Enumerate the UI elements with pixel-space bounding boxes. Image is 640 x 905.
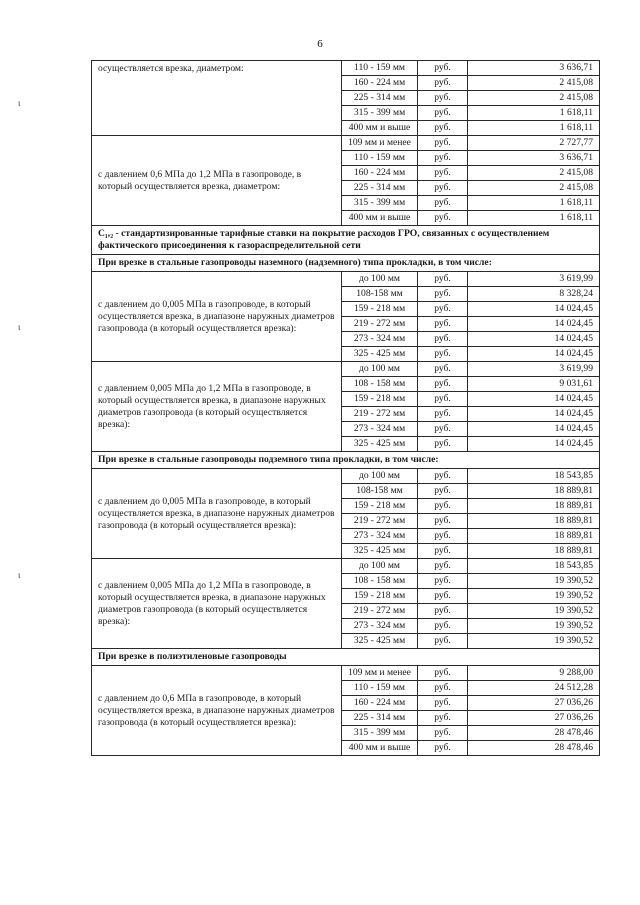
unit-cell: руб. <box>418 604 468 619</box>
table-row <box>92 61 600 76</box>
unit-cell: руб. <box>418 499 468 514</box>
diameter-cell: 325 - 425 мм <box>342 347 418 362</box>
rate-value-cell: 1 618,11 <box>468 196 600 211</box>
rate-value-cell: 14 024,45 <box>468 437 600 452</box>
diameter-cell: 219 - 272 мм <box>342 317 418 332</box>
pressure-description: с давлением 0,6 МПа до 1,2 МПа в газопроводе, в который осуществляется врезка, диаметром: <box>92 136 342 226</box>
rate-value-cell: 19 390,52 <box>468 574 600 589</box>
rate-value-cell: 19 390,52 <box>468 619 600 634</box>
diameter-cell: 225 - 314 мм <box>342 91 418 106</box>
unit-cell: руб. <box>418 529 468 544</box>
diameter-cell: 110 - 159 мм <box>342 151 418 166</box>
rate-value-cell: 18 889,81 <box>468 529 600 544</box>
unit-cell: руб. <box>418 121 468 136</box>
rate-value-cell: 3 619,99 <box>468 362 600 377</box>
unit-cell: руб. <box>418 76 468 91</box>
unit-cell: руб. <box>418 287 468 302</box>
unit-cell: руб. <box>418 666 468 681</box>
diameter-cell: 109 мм и менее <box>342 666 418 681</box>
pressure-description: с давлением до 0,6 МПа в газопроводе, в который осуществляется врезка, в диапазоне наружных диаметров газопровода (в который осуществляется врезка): <box>92 666 342 756</box>
unit-cell: руб. <box>418 362 468 377</box>
table-row <box>92 362 600 377</box>
diameter-cell: до 100 мм <box>342 362 418 377</box>
unit-cell: руб. <box>418 317 468 332</box>
unit-cell: руб. <box>418 469 468 484</box>
margin-mark: ɩ <box>18 570 21 580</box>
rate-value-cell: 18 543,85 <box>468 469 600 484</box>
rate-value-cell: 24 512,28 <box>468 681 600 696</box>
unit-cell: руб. <box>418 589 468 604</box>
rate-value-cell: 3 619,99 <box>468 272 600 287</box>
rate-value-cell: 9 031,61 <box>468 377 600 392</box>
pressure-description: осуществляется врезка, диаметром: <box>92 61 342 136</box>
rate-value-cell: 14 024,45 <box>468 407 600 422</box>
diameter-cell: 159 - 218 мм <box>342 499 418 514</box>
diameter-cell: 400 мм и выше <box>342 741 418 756</box>
unit-cell: руб. <box>418 61 468 76</box>
rate-value-cell: 14 024,45 <box>468 422 600 437</box>
diameter-cell: 109 мм и менее <box>342 136 418 151</box>
rate-value-cell: 14 024,45 <box>468 317 600 332</box>
rate-value-cell: 3 636,71 <box>468 151 600 166</box>
unit-cell: руб. <box>418 91 468 106</box>
unit-cell: руб. <box>418 106 468 121</box>
pressure-description: с давлением 0,005 МПа до 1,2 МПа в газопроводе, в который осуществляется врезка, в диапазоне наружных диаметров газопровода (в который осуществляется врезка): <box>92 362 342 452</box>
diameter-cell: 108-158 мм <box>342 287 418 302</box>
table-row <box>92 559 600 574</box>
unit-cell: руб. <box>418 634 468 649</box>
rate-value-cell: 2 415,08 <box>468 76 600 91</box>
diameter-cell: 325 - 425 мм <box>342 437 418 452</box>
margin-mark: ɩ <box>18 322 21 332</box>
rate-value-cell: 2 415,08 <box>468 181 600 196</box>
diameter-cell: 315 - 399 мм <box>342 726 418 741</box>
diameter-cell: 325 - 425 мм <box>342 544 418 559</box>
unit-cell: руб. <box>418 726 468 741</box>
diameter-cell: 108-158 мм <box>342 484 418 499</box>
diameter-cell: 110 - 159 мм <box>342 681 418 696</box>
diameter-cell: 108 - 158 мм <box>342 574 418 589</box>
rate-value-cell: 18 543,85 <box>468 559 600 574</box>
unit-cell: руб. <box>418 544 468 559</box>
diameter-cell: 400 мм и выше <box>342 211 418 226</box>
rate-value-cell: 28 478,46 <box>468 726 600 741</box>
subsection-heading: При врезке в полиэтиленовые газопроводы <box>92 649 600 666</box>
diameter-cell: до 100 мм <box>342 469 418 484</box>
rate-value-cell: 9 288,00 <box>468 666 600 681</box>
rate-value-cell: 14 024,45 <box>468 332 600 347</box>
diameter-cell: 273 - 324 мм <box>342 332 418 347</box>
table-row <box>92 136 600 151</box>
diameter-cell: 110 - 159 мм <box>342 61 418 76</box>
unit-cell: руб. <box>418 302 468 317</box>
unit-cell: руб. <box>418 347 468 362</box>
diameter-cell: 160 - 224 мм <box>342 166 418 181</box>
pressure-description: с давлением 0,005 МПа до 1,2 МПа в газопроводе, в который осуществляется врезка, в диапазоне наружных диаметров газопровода (в который осуществляется врезка): <box>92 559 342 649</box>
unit-cell: руб. <box>418 559 468 574</box>
diameter-cell: 219 - 272 мм <box>342 514 418 529</box>
unit-cell: руб. <box>418 196 468 211</box>
section-heading: С₁,₂ - стандартизированные тарифные ставки на покрытие расходов ГРО, связанных с осуществлением фактического присоединения к газораспределительной сети <box>92 226 600 255</box>
rate-value-cell: 14 024,45 <box>468 347 600 362</box>
unit-cell: руб. <box>418 151 468 166</box>
diameter-cell: 273 - 324 мм <box>342 529 418 544</box>
rate-value-cell: 19 390,52 <box>468 634 600 649</box>
diameter-cell: 159 - 218 мм <box>342 589 418 604</box>
unit-cell: руб. <box>418 211 468 226</box>
rate-value-cell: 2 415,08 <box>468 166 600 181</box>
diameter-cell: 160 - 224 мм <box>342 76 418 91</box>
rate-value-cell: 1 618,11 <box>468 121 600 136</box>
unit-cell: руб. <box>418 332 468 347</box>
rate-value-cell: 28 478,46 <box>468 741 600 756</box>
rate-value-cell: 14 024,45 <box>468 302 600 317</box>
rate-value-cell: 18 889,81 <box>468 484 600 499</box>
unit-cell: руб. <box>418 272 468 287</box>
rate-value-cell: 2 415,08 <box>468 91 600 106</box>
pressure-description: с давлением до 0,005 МПа в газопроводе, в который осуществляется врезка, в диапазоне наружных диаметров газопровода (в который осуществляется врезка): <box>92 272 342 362</box>
rate-value-cell: 18 889,81 <box>468 544 600 559</box>
unit-cell: руб. <box>418 741 468 756</box>
rate-value-cell: 27 036,26 <box>468 711 600 726</box>
unit-cell: руб. <box>418 181 468 196</box>
pressure-description: с давлением до 0,005 МПа в газопроводе, в который осуществляется врезка, в диапазоне наружных диаметров газопровода (в который осуществляется врезка): <box>92 469 342 559</box>
table-row <box>92 666 600 681</box>
page-number: 6 <box>317 38 323 50</box>
tariff-table <box>91 60 600 756</box>
rate-value-cell: 3 636,71 <box>468 61 600 76</box>
unit-cell: руб. <box>418 574 468 589</box>
diameter-cell: 273 - 324 мм <box>342 619 418 634</box>
table-row <box>92 272 600 287</box>
unit-cell: руб. <box>418 437 468 452</box>
unit-cell: руб. <box>418 619 468 634</box>
unit-cell: руб. <box>418 377 468 392</box>
table-row <box>92 469 600 484</box>
unit-cell: руб. <box>418 711 468 726</box>
unit-cell: руб. <box>418 166 468 181</box>
diameter-cell: 225 - 314 мм <box>342 181 418 196</box>
rate-value-cell: 18 889,81 <box>468 514 600 529</box>
diameter-cell: 159 - 218 мм <box>342 302 418 317</box>
diameter-cell: 160 - 224 мм <box>342 696 418 711</box>
diameter-cell: 273 - 324 мм <box>342 422 418 437</box>
unit-cell: руб. <box>418 696 468 711</box>
subsection-heading-row <box>92 649 600 666</box>
subsection-heading: При врезке в стальные газопроводы подземного типа прокладки, в том числе: <box>92 452 600 469</box>
unit-cell: руб. <box>418 681 468 696</box>
rate-value-cell: 18 889,81 <box>468 499 600 514</box>
subsection-heading-row <box>92 255 600 272</box>
rate-value-cell: 2 727,77 <box>468 136 600 151</box>
diameter-cell: 219 - 272 мм <box>342 604 418 619</box>
rate-value-cell: 19 390,52 <box>468 604 600 619</box>
unit-cell: руб. <box>418 392 468 407</box>
unit-cell: руб. <box>418 136 468 151</box>
rate-value-cell: 27 036,26 <box>468 696 600 711</box>
diameter-cell: до 100 мм <box>342 272 418 287</box>
diameter-cell: 315 - 399 мм <box>342 106 418 121</box>
section-heading-row <box>92 226 600 255</box>
diameter-cell: 159 - 218 мм <box>342 392 418 407</box>
rate-value-cell: 8 328,24 <box>468 287 600 302</box>
rate-value-cell: 19 390,52 <box>468 589 600 604</box>
rate-value-cell: 1 618,11 <box>468 211 600 226</box>
diameter-cell: 315 - 399 мм <box>342 196 418 211</box>
tariff-table-body <box>92 61 600 756</box>
margin-mark: ɩ <box>18 98 21 108</box>
diameter-cell: 400 мм и выше <box>342 121 418 136</box>
unit-cell: руб. <box>418 514 468 529</box>
diameter-cell: 219 - 272 мм <box>342 407 418 422</box>
rate-value-cell: 14 024,45 <box>468 392 600 407</box>
diameter-cell: 108 - 158 мм <box>342 377 418 392</box>
diameter-cell: 325 - 425 мм <box>342 634 418 649</box>
rate-value-cell: 1 618,11 <box>468 106 600 121</box>
subsection-heading-row <box>92 452 600 469</box>
unit-cell: руб. <box>418 484 468 499</box>
subsection-heading: При врезке в стальные газопроводы наземного (надземного) типа прокладки, в том числе: <box>92 255 600 272</box>
diameter-cell: до 100 мм <box>342 559 418 574</box>
unit-cell: руб. <box>418 422 468 437</box>
diameter-cell: 225 - 314 мм <box>342 711 418 726</box>
unit-cell: руб. <box>418 407 468 422</box>
